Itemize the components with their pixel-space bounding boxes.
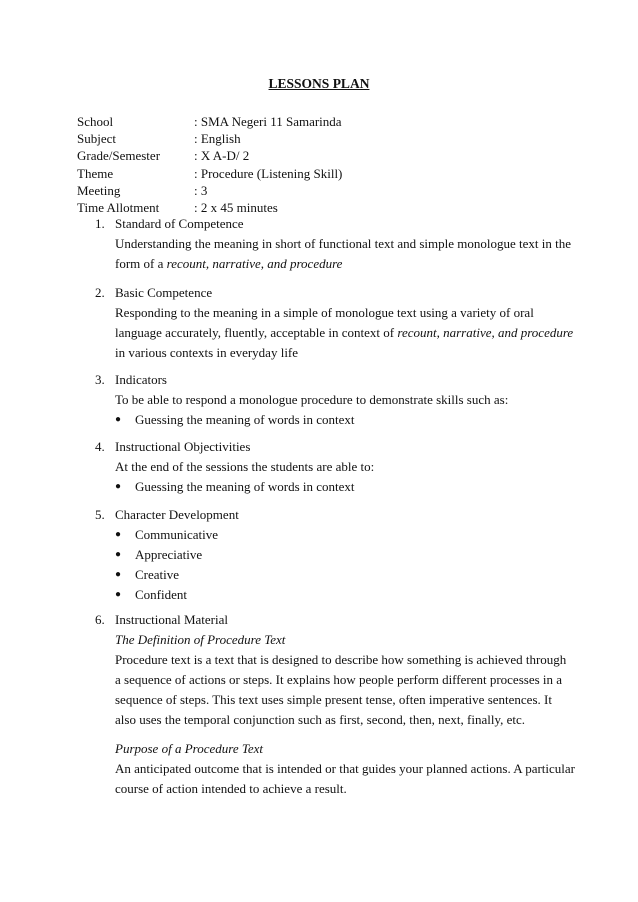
text-italic: recount, narrative, and procedure <box>166 256 343 271</box>
section-number: 3. <box>95 372 105 387</box>
section-heading: Basic Competence <box>115 285 213 300</box>
list-item-label: Guessing the meaning of words in context <box>135 412 355 427</box>
text-run: in various contexts in everyday life <box>115 345 299 360</box>
section-character-development <box>95 505 575 605</box>
bullet-icon: ● <box>115 414 122 425</box>
list-item-label: Creative <box>135 567 180 582</box>
section-number: 1. <box>95 216 105 231</box>
section-number: 6. <box>95 612 105 627</box>
section-heading: Instructional Material <box>115 612 228 627</box>
list-item-label: Guessing the meaning of words in context <box>135 479 355 494</box>
page-title: LESSONS PLAN <box>268 76 370 91</box>
list-item <box>95 410 575 430</box>
section-standard-of-competence <box>95 214 575 274</box>
list-item-label: Confident <box>135 587 187 602</box>
info-value: : X A-D/ 2 <box>194 148 250 164</box>
section-heading: Character Development <box>115 507 239 522</box>
info-row-subject <box>77 130 342 147</box>
list-item <box>95 477 575 497</box>
section-text: To be able to respond a monologue procedure to demonstrate skills such as: <box>115 392 509 407</box>
info-row-meeting <box>77 182 342 199</box>
section-number: 2. <box>95 285 105 300</box>
section-number: 4. <box>95 439 105 454</box>
bullet-icon: ● <box>115 589 122 600</box>
list-item <box>95 585 575 605</box>
info-label: Meeting <box>77 182 121 198</box>
section-text: At the end of the sessions the students are able to: <box>115 459 375 474</box>
list-item-label: Appreciative <box>135 547 203 562</box>
info-label: Time Allotment <box>77 199 160 215</box>
info-row-theme <box>77 165 342 182</box>
section-heading: Indicators <box>115 372 167 387</box>
info-value: : 3 <box>194 182 208 198</box>
list-item <box>95 545 575 565</box>
section-heading: Standard of Competence <box>115 216 244 231</box>
list-item-label: Communicative <box>135 527 219 542</box>
paragraph-purpose: An anticipated outcome that is intended or that guides your planned actions. A particular course of action intended to achieve a result. <box>115 761 575 796</box>
bullet-icon: ● <box>115 481 122 492</box>
info-label: Theme <box>77 165 114 181</box>
section-text <box>95 234 575 274</box>
bullet-icon: ● <box>115 529 122 540</box>
list-item <box>95 565 575 585</box>
info-value: : 2 x 45 minutes <box>194 199 278 215</box>
section-instructional-objectivities <box>95 437 575 497</box>
section-indicators <box>95 370 575 430</box>
info-value: : Procedure (Listening Skill) <box>194 165 343 181</box>
info-label: School <box>77 114 114 129</box>
paragraph-definition: Procedure text is a text that is designed to describe how something is achieved through a sequence of actions or steps. It explains how people perform different processes in a sequence of steps. This text uses simple present tense, often imperative sentences. It also uses the temporal conjunction such as first, second, then, next, finally, etc. <box>115 652 567 727</box>
subheading-purpose: Purpose of a Procedure Text <box>115 741 264 756</box>
info-label: Grade/Semester <box>77 148 161 164</box>
subheading-definition: The Definition of Procedure Text <box>115 632 286 647</box>
section-basic-competence <box>95 283 575 363</box>
list-item <box>95 525 575 545</box>
section-heading: Instructional Objectivities <box>115 439 251 454</box>
bullet-icon: ● <box>115 569 122 580</box>
section-number: 5. <box>95 507 105 522</box>
info-value: : English <box>194 131 241 147</box>
bullet-icon: ● <box>115 549 122 560</box>
info-row-grade <box>77 147 342 164</box>
info-row-school <box>77 113 342 130</box>
text-italic: recount, narrative, and procedure <box>397 325 574 340</box>
text-run: Understanding the meaning in short of functional text and simple monologue text in the form of a <box>115 236 571 271</box>
info-table <box>77 113 342 216</box>
text-run: Responding to the meaning in a simple of monologue text using a variety of oral language accurately, fluently, acceptable in context of <box>115 305 534 340</box>
info-value: : SMA Negeri 11 Samarinda <box>194 114 342 129</box>
info-label: Subject <box>77 131 116 147</box>
section-instructional-material <box>95 610 575 799</box>
section-text <box>95 303 575 363</box>
